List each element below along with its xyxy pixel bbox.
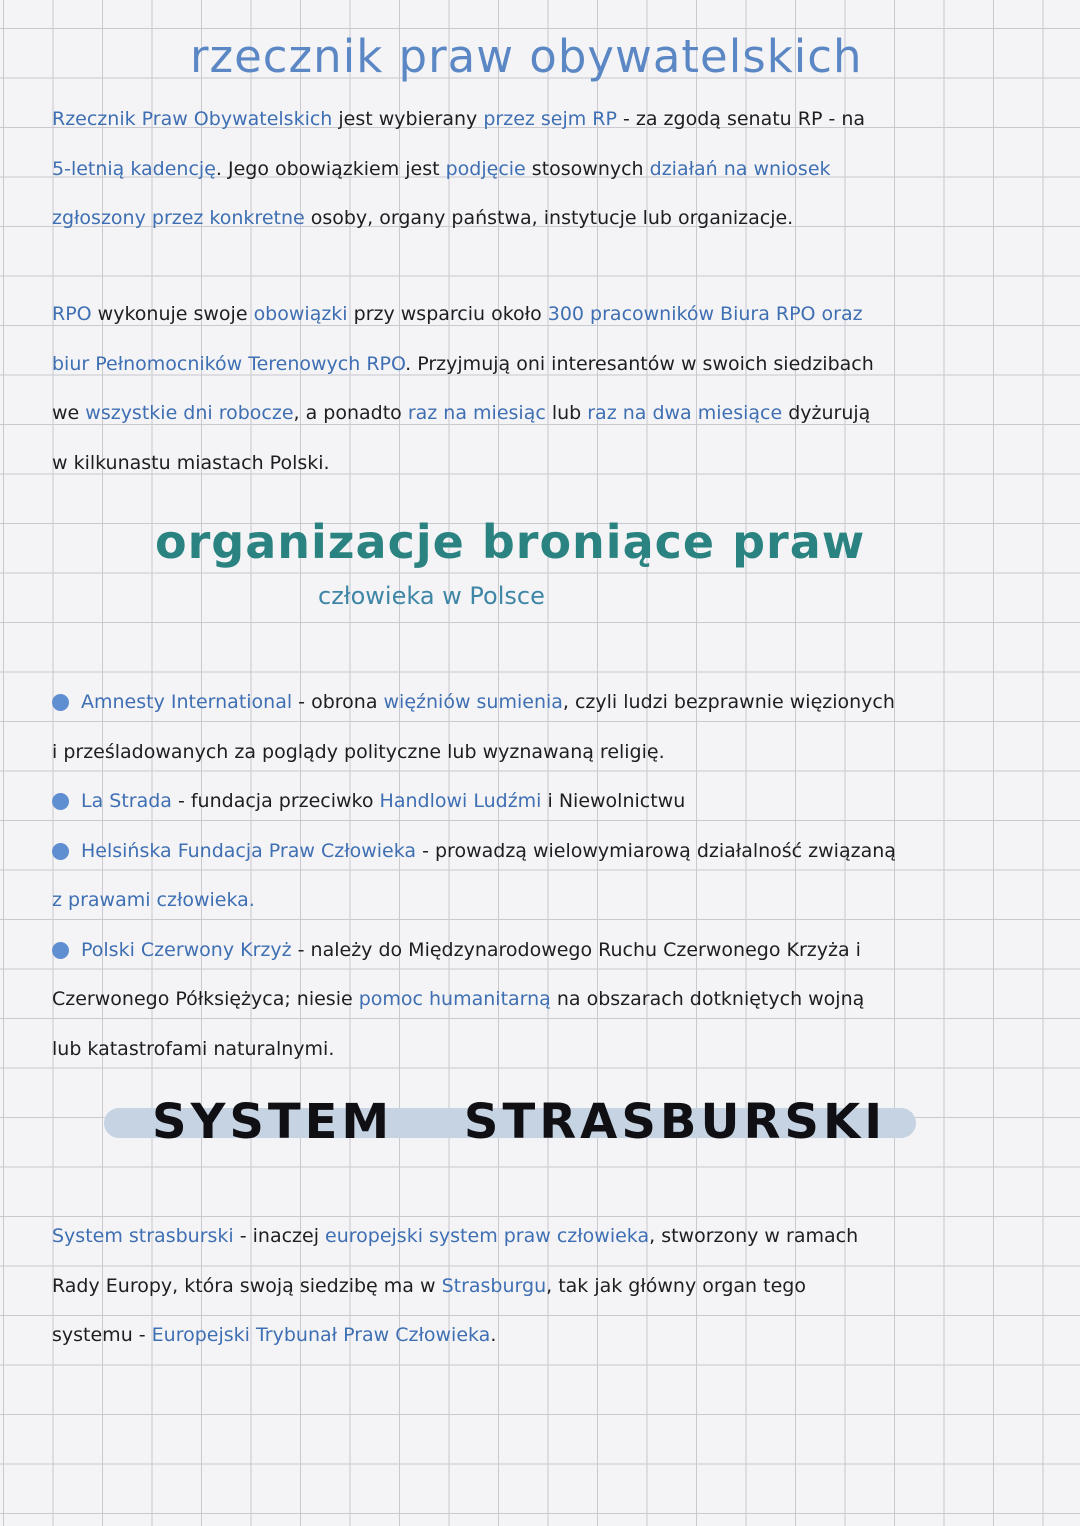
plain-text: - obrona	[292, 691, 384, 713]
bullet-dot-icon	[52, 843, 69, 860]
highlighted-text: europejski system praw człowieka	[325, 1225, 650, 1247]
subheading-organizacje: człowieka w Polsce	[318, 582, 545, 610]
plain-text: . Przyjmują oni interesantów w swoich siedzibach	[405, 352, 874, 375]
heading-organizacje: organizacje broniące praw	[155, 515, 866, 569]
highlighted-text: zgłoszony przez konkretne	[52, 207, 305, 229]
highlighted-text: Europejski Trybunał Praw Człowieka	[151, 1324, 491, 1346]
highlighted-text: Helsińska Fundacja Praw Człowieka	[81, 839, 417, 862]
text-line	[52, 389, 1012, 439]
text-line	[52, 975, 1032, 1025]
highlighted-text: 300 pracowników Biura RPO oraz	[547, 303, 863, 325]
plain-text: osoby, organy państwa, instytucje lub organizacje.	[304, 207, 794, 229]
text-line	[81, 691, 895, 713]
plain-text: we	[52, 402, 86, 424]
text-line	[52, 145, 1012, 195]
bullet-dot-icon	[52, 793, 69, 810]
highlighted-text: La Strada	[81, 790, 172, 812]
highlighted-text: RPO	[52, 303, 92, 325]
highlighted-text: Strasburgu	[441, 1274, 547, 1297]
plain-text: . Jego obowiązkiem jest	[215, 157, 446, 180]
text-line	[81, 790, 685, 812]
plain-text: na obszarach dotkniętych wojną	[550, 988, 865, 1010]
highlighted-text: Polski Czerwony Krzyż	[81, 938, 292, 961]
plain-text: - za zgodą senatu RP - na	[616, 108, 866, 130]
plain-text: - inaczej	[233, 1225, 326, 1247]
plain-text: wykonuje swoje	[91, 303, 254, 325]
plain-text: dyżurują	[782, 402, 871, 424]
text-line	[81, 840, 896, 862]
heading-system-strasburski: SYSTEM STRASBURSKI	[152, 1094, 887, 1150]
highlighted-text: więźniów sumienia	[383, 691, 563, 713]
text-line	[52, 728, 1032, 778]
highlighted-text: Rzecznik Praw Obywatelskich	[52, 108, 333, 130]
bullet-dot-icon	[52, 694, 69, 711]
highlighted-text: Amnesty International	[81, 691, 293, 713]
plain-text: , czyli ludzi bezprawnie więzionych	[562, 691, 895, 713]
highlighted-text: wszystkie dni robocze	[85, 402, 294, 424]
list-item	[52, 926, 1032, 1075]
text-line	[52, 1025, 1032, 1075]
plain-text: i Niewolnictwu	[541, 790, 686, 812]
paragraph-system-strasburski	[52, 1212, 1012, 1361]
highlighted-text: raz na miesiąc	[407, 402, 546, 424]
plain-text: i prześladowanych za poglądy polityczne lub wyznawaną religię.	[52, 740, 665, 763]
plain-text: .	[490, 1324, 497, 1346]
highlighted-text: z prawami człowieka.	[52, 889, 255, 911]
organizations-list	[52, 678, 1032, 1074]
plain-text: - należy do Międzynarodowego Ruchu Czerwonego Krzyża i	[291, 938, 861, 961]
plain-text: lub	[545, 402, 588, 424]
highlighted-text: Handlowi Ludźmi	[379, 790, 542, 812]
heading-rzecznik: rzecznik praw obywatelskich	[190, 30, 863, 83]
plain-text: systemu -	[52, 1324, 152, 1346]
paragraph-rpo-office	[52, 290, 1012, 488]
text-line	[52, 1262, 1012, 1312]
plain-text: , stworzony w ramach	[649, 1225, 859, 1247]
highlighted-text: przez sejm RP	[483, 108, 617, 130]
text-line	[52, 876, 1032, 926]
highlighted-text: podjęcie	[445, 157, 526, 180]
text-line	[81, 939, 861, 961]
plain-text: lub katastrofami naturalnymi.	[52, 1037, 335, 1060]
text-line	[52, 95, 1012, 145]
plain-text: Rady Europy, która swoją siedzibę ma w	[52, 1274, 442, 1297]
text-line	[52, 1311, 1012, 1361]
text-line	[52, 194, 1012, 244]
highlighted-text: działań na wniosek	[649, 157, 831, 180]
bullet-dot-icon	[52, 942, 69, 959]
highlighted-text: pomoc humanitarną	[358, 988, 551, 1010]
plain-text: w kilkunastu miastach Polski.	[52, 451, 330, 474]
paragraph-rpo-election	[52, 95, 1012, 244]
text-line	[52, 290, 1012, 340]
plain-text: , tak jak główny organ tego	[546, 1274, 806, 1297]
plain-text: - fundacja przeciwko	[171, 790, 380, 812]
text-line	[52, 1212, 1012, 1262]
plain-text: stosownych	[525, 157, 650, 180]
highlighted-text: System strasburski	[52, 1225, 234, 1247]
plain-text: - prowadzą wielowymiarową działalność związaną	[416, 839, 896, 862]
plain-text: , a ponadto	[293, 402, 408, 424]
list-item	[52, 678, 1032, 777]
plain-text: jest wybierany	[332, 108, 484, 130]
highlighted-text: raz na dwa miesiące	[587, 402, 783, 424]
list-item	[52, 777, 1032, 827]
highlighted-text: 5-letnią kadencję	[52, 157, 216, 180]
highlighted-text: obowiązki	[253, 303, 348, 325]
text-line	[52, 439, 1012, 489]
text-line	[52, 340, 1012, 390]
highlighted-text: biur Pełnomocników Terenowych RPO	[52, 352, 406, 375]
plain-text: Czerwonego Półksiężyca; niesie	[52, 988, 359, 1010]
list-item	[52, 827, 1032, 926]
plain-text: przy wsparciu około	[347, 303, 548, 325]
